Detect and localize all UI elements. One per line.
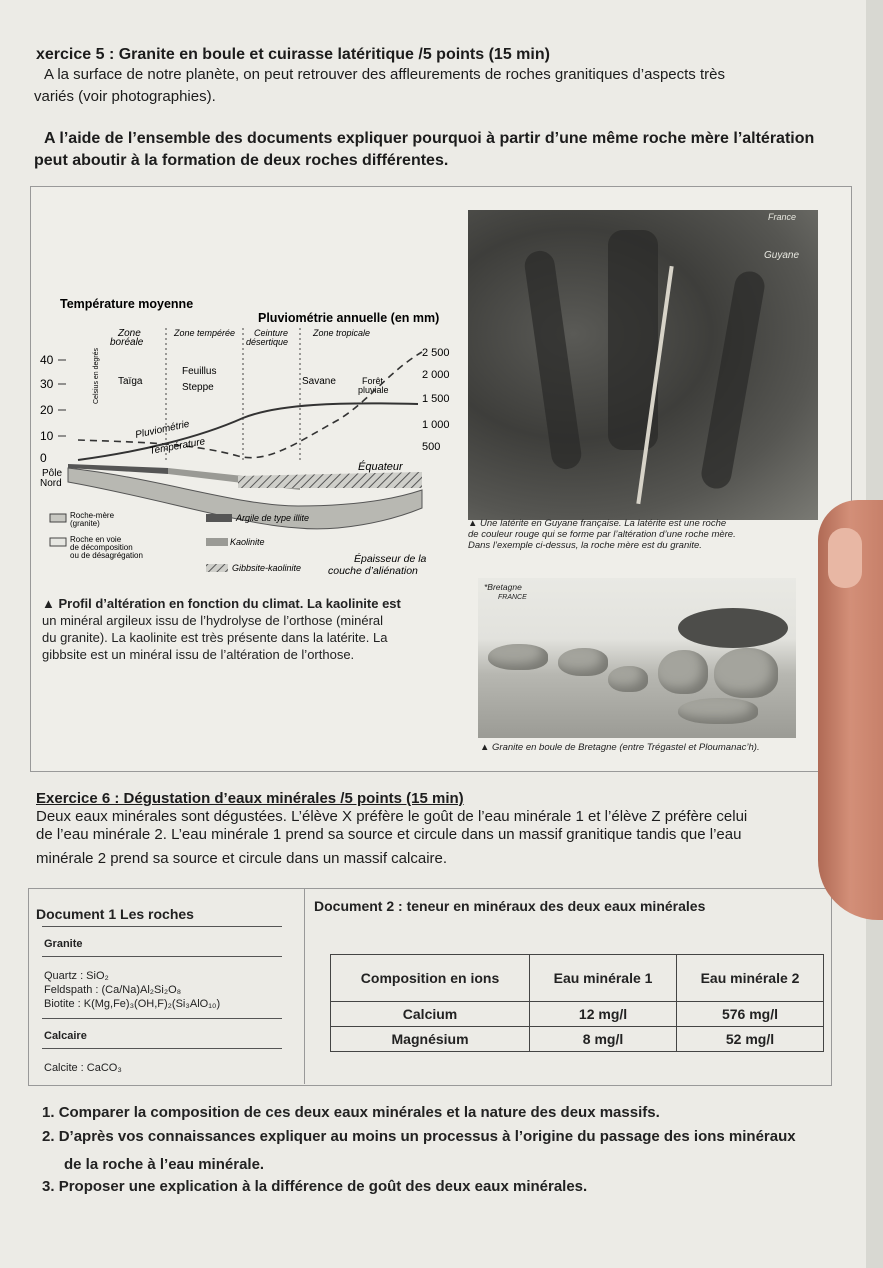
profile-caption-line: gibbsite est un minéral issu de l’altération de l’orthose. [42, 647, 355, 662]
legend-roche-mere [70, 511, 115, 528]
veg-savane-label: Savane [302, 376, 336, 387]
table-header: Eau minérale 1 [530, 955, 677, 1002]
guyane-caption [468, 518, 726, 529]
exercise-5-question-cont: peut aboutir à la formation de deux roches différentes. [34, 152, 449, 169]
pole-line1: Pôle [42, 468, 63, 479]
table-cell: 576 mg/l [677, 1002, 824, 1027]
profile-caption-line: un minéral argileux issu de l’hydrolyse de l’orthose (minéral [42, 613, 384, 628]
exercise-6-text: de l’eau minérale 2. L’eau minérale 1 prend sa source et circule dans un massif granitique tandis que l’eau [36, 826, 742, 843]
zone-ceinture-label [246, 328, 288, 347]
document-1-title: Document 1 Les roches [36, 906, 194, 922]
document-2-title: Document 2 : teneur en minéraux des deux eaux minérales [314, 898, 706, 914]
roche-mere-line1: Roche-mère [70, 511, 115, 520]
zone-temperee-label: Zone tempérée [174, 328, 236, 338]
exercise-5-intro-cont: variés (voir photographies). [34, 88, 216, 105]
granite-bretagne-photo [478, 578, 796, 738]
profile-caption-line: ▲ Profil d’altération en fonction du climat. La kaolinite est [42, 596, 401, 611]
table-cell: Magnésium [331, 1027, 530, 1052]
table-cell: 52 mg/l [677, 1027, 824, 1052]
exercise-6-text: minérale 2 prend sa source et circule dans un massif calcaire. [36, 850, 448, 867]
zone-boreale-label [110, 328, 144, 348]
celsius-axis-label: Celsius en degrés [93, 347, 100, 404]
right-tick: 1 500 [422, 393, 450, 405]
legend-swatch-roche-decomp [50, 538, 66, 546]
table-cell: 12 mg/l [530, 1002, 677, 1027]
exercise-5-intro: A la surface de notre planète, on peut retrouver des affleurements de roches granitiques d’aspects très [44, 66, 725, 83]
zone-tropicale-label: Zone tropicale [313, 328, 371, 338]
table-row [331, 1027, 824, 1052]
legend-gibbsite: Gibbsite-kaolinite [232, 563, 302, 573]
epaisseur-label [328, 552, 427, 577]
left-tick: 40 [40, 353, 54, 367]
decomp-line1: Roche en voie [70, 535, 122, 544]
soil-layer-gibbsite [238, 472, 422, 488]
legend-swatch-argile [206, 514, 232, 522]
table-row [331, 1002, 824, 1027]
decomp-line2: de décomposition [70, 543, 133, 552]
foret-line1: Forêt [362, 376, 384, 386]
legend-roche-decomp [70, 535, 143, 560]
legend-swatch-kaolinite [206, 538, 228, 546]
veg-taiga-label: Taïga [118, 376, 143, 387]
guyane-caption-1b: de couleur rouge qui se forme par l’altération d’une roche mère. [468, 529, 736, 540]
guyane-caption-1: ▲ Une latérite en Guyane française. La latérite est une roche [468, 518, 727, 529]
document-divider [304, 888, 305, 1084]
equator-label: Équateur [358, 461, 403, 473]
left-tick: 20 [40, 403, 54, 417]
exercise-6-text: Deux eaux minérales sont dégustées. L’élève X préfère le goût de l’eau minérale 1 et l’élève Z préfère celui [36, 808, 748, 825]
question-number: 3. [42, 1178, 55, 1195]
rule [42, 1048, 282, 1049]
legend-swatch-roche-mere [50, 514, 66, 522]
ceinture-line1: Ceinture [254, 328, 289, 338]
foret-line2: pluviale [358, 385, 389, 395]
rule [42, 926, 282, 927]
profile-caption-line: du granite). La kaolinite est très présente dans la latérite. La [42, 630, 388, 645]
table-header: Composition en ions [331, 955, 530, 1002]
right-tick: 500 [422, 441, 441, 453]
thumbnail [828, 528, 862, 588]
right-tick: 1 000 [422, 419, 450, 431]
zone-boreale-line1: Zone [118, 328, 141, 339]
mineral-feldspath: Feldspath : (Ca/Na)Al₂Si₂O₈ [44, 984, 182, 996]
veg-feuillus-label: Feuillus [182, 366, 217, 377]
exercise-5-question: A l’aide de l’ensemble des documents expliquer pourquoi à partir d’une même roche mère l’altération [44, 130, 815, 147]
legend-swatch-gibbsite [206, 564, 228, 572]
question-2 [42, 1128, 796, 1145]
table-cell: Calcium [331, 1002, 530, 1027]
map-label-france: France [768, 212, 797, 222]
bretagne-france-label: FRANCE [498, 594, 527, 601]
map-label-guyane: Guyane [764, 250, 800, 261]
bretagne-label: *Bretagne [484, 582, 522, 592]
legend-argile: Argile de type illite [236, 513, 310, 523]
right-tick: 2 500 [422, 347, 450, 359]
exercise-5-title: xercice 5 : Granite en boule et cuirasse latéritique /5 points (15 min) [36, 46, 550, 63]
exercise-6-title: Exercice 6 : Dégustation d’eaux minérales /5 points (15 min) [36, 790, 464, 807]
pluviometry-curve [78, 352, 422, 458]
pluviometry-curve-label: Pluviométrie [134, 418, 191, 441]
laterite-guyane-photo [468, 210, 818, 520]
mineral-biotite: Biotite : K(Mg,Fe)₃(OH,F)₂(Si₃AlO₁₀) [44, 998, 221, 1010]
bretagne-caption: ▲ Granite en boule de Bretagne (entre Trégastel et Ploumanac’h). [480, 742, 760, 753]
mineral-calcite: Calcite : CaCO₃ [44, 1062, 122, 1074]
left-tick: 0 [40, 451, 47, 465]
table-header: Eau minérale 2 [677, 955, 824, 1002]
question-2-cont [64, 1156, 264, 1173]
question-number: 2. [42, 1128, 55, 1145]
veg-steppe-label: Steppe [182, 382, 214, 393]
left-tick: 30 [40, 377, 54, 391]
guyane-caption-2: Dans l’exemple ci-dessus, la roche mère est du granite. [468, 540, 702, 551]
alteration-profile-diagram [38, 292, 464, 588]
mineral-water-table [330, 954, 824, 1052]
question-3 [42, 1178, 587, 1195]
question-text: Proposer une explication à la différence de goût des deux eaux minérales. [58, 1178, 588, 1195]
table-header-row [331, 955, 824, 1002]
temperature-curve-label: Température [148, 436, 206, 457]
epaisseur-line1: Épaisseur de la [354, 553, 427, 565]
table-cell: 8 mg/l [530, 1027, 677, 1052]
question-text: Comparer la composition de ces deux eaux minérales et la nature des deux massifs. [58, 1104, 660, 1121]
left-tick: 10 [40, 429, 54, 443]
mineral-quartz: Quartz : SiO₂ [44, 970, 109, 982]
pole-label [40, 468, 62, 489]
ceinture-line2: désertique [246, 337, 289, 347]
question-number: 1. [42, 1104, 55, 1121]
profile-title-left: Température moyenne [60, 297, 194, 311]
question-1 [42, 1104, 660, 1121]
guyane-caption-b [468, 529, 736, 540]
question-text: D’après vos connaissances expliquer au moins un processus à l’origine du passage des ions minéraux [58, 1128, 796, 1145]
rule [42, 1018, 282, 1019]
legend-kaolinite: Kaolinite [230, 537, 265, 547]
zone-boreale-line2: boréale [110, 337, 144, 348]
right-tick: 2 000 [422, 369, 450, 381]
rock-granite: Granite [44, 938, 83, 950]
decomp-line3: ou de désagrégation [70, 551, 143, 560]
pole-line2: Nord [40, 478, 62, 489]
rule [42, 956, 282, 957]
epaisseur-line2: couche d’aliénation [328, 565, 418, 577]
roche-mere-line2: (granite) [70, 519, 100, 528]
temperature-curve [78, 403, 418, 460]
rock-calcaire: Calcaire [44, 1030, 87, 1042]
profile-title-right: Pluviométrie annuelle (en mm) [258, 311, 440, 325]
question-text: de la roche à l’eau minérale. [64, 1156, 265, 1173]
